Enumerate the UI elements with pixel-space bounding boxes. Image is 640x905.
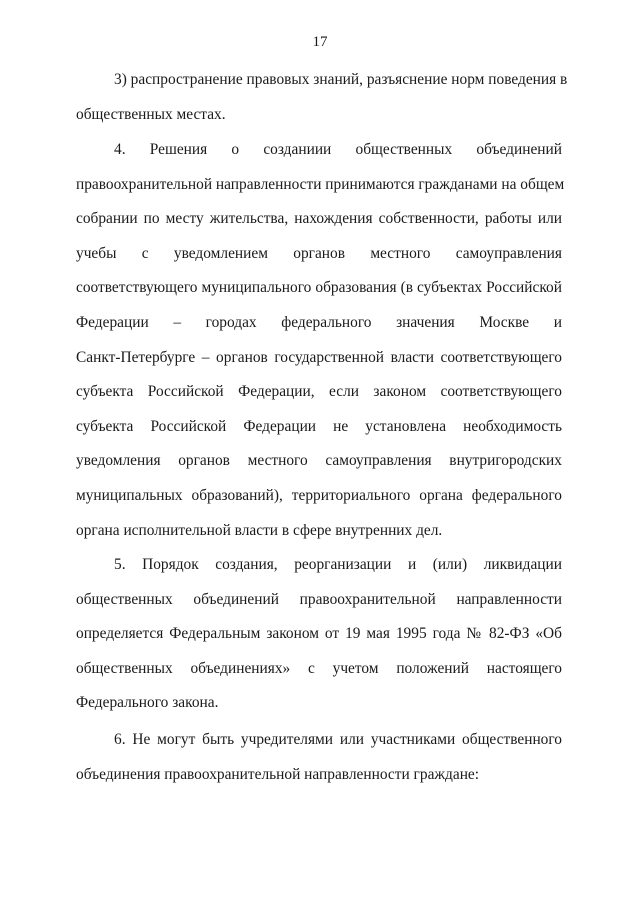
text-line: муниципальных образований), территориального органа федерального [76,486,562,504]
paragraph-item-3 [76,63,568,132]
paragraph-6 [76,723,562,792]
text-line: 3) распространение правовых знаний, разъяснение норм поведения в [114,71,568,88]
text-line: определяется Федеральным законом от 19 мая 1995 года № 82-ФЗ «Об [76,625,562,643]
text-line: субъекта Российской Федерации, если законом соответствующего [76,383,562,401]
text-line: Федерального закона. [76,694,219,712]
text-line: учебы с уведомлением органов местного самоуправления [76,244,562,262]
paragraph-5 [76,548,562,721]
text-line: 5. Порядок создания, реорганизации и (или) ликвидации [114,556,562,573]
text-line: органа исполнительной власти в сфере внутренних дел. [76,521,443,539]
text-line: собрании по месту жительства, нахождения собственности, работы или [76,210,562,228]
text-line: субъекта Российской Федерации не установлена необходимость [76,417,562,435]
text-line: 6. Не могут быть учредителями или участниками общественного [114,731,562,748]
page-number: 17 [312,34,328,50]
text-line: Санкт-Петербурге – органов государственной власти соответствующего [76,348,562,366]
text-line: 4. Решения о созданиии общественных объединений [114,141,562,158]
text-line: правоохранительной направленности принимаются гражданами на общем [76,175,565,193]
text-line: общественных местах. [76,105,226,123]
text-line: уведомления органов местного самоуправления внутригородских [76,452,562,470]
text-line: соответствующего муниципального образования (в субъектах Российской [76,279,562,297]
text-line: объединения правоохранительной направленности граждане: [76,765,480,783]
paragraph-4 [76,133,565,548]
text-line: общественных объединениях» с учетом положений настоящего [76,659,562,677]
text-line: Федерации – городах федерального значения Москве и [76,313,562,331]
text-line: общественных объединений правоохранительной направленности [76,590,562,608]
